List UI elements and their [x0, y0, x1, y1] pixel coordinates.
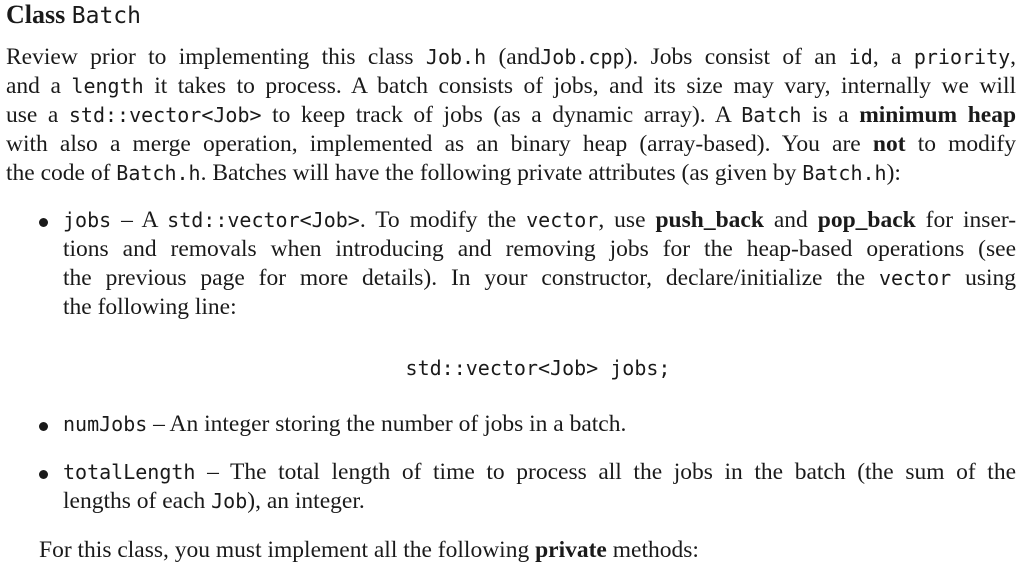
- bold-minimum-heap: minimum heap: [859, 102, 1017, 128]
- code-std-vector: std::vector<Job>: [167, 208, 360, 232]
- bullet-dot: [39, 218, 48, 227]
- bullet-totallength-line-2: [63, 488, 1016, 515]
- code-job-cpp: Job.cpp: [540, 45, 625, 69]
- bold-pop-back: pop_back: [817, 207, 916, 233]
- text: and: [773, 207, 808, 233]
- bullet-numjobs: [63, 411, 1016, 438]
- footer-line: [39, 537, 699, 564]
- text: – The total length of time to process all the jobs in the batch (the sum of the: [207, 459, 1017, 485]
- code-line: std::vector<Job> jobs;: [405, 356, 671, 380]
- text: ). Jobs consist of an: [624, 44, 837, 70]
- text: ,: [1010, 44, 1017, 70]
- bullet-jobs-line-1: [63, 207, 1016, 234]
- text: – A: [121, 207, 158, 233]
- text: the previous page for more details). In your constructor, declare/initialize the: [63, 265, 866, 291]
- text: , a: [872, 44, 902, 70]
- text: for inser-: [925, 207, 1017, 233]
- text: Review prior to implementing this class: [6, 44, 414, 70]
- bullet-totallength-line-1: [63, 459, 1016, 486]
- text: , use: [598, 207, 646, 233]
- bullet-dot: [39, 422, 48, 431]
- code-batch: Batch: [741, 103, 802, 127]
- text: For this class, you must implement all the following: [39, 537, 530, 563]
- text: to modify: [917, 131, 1017, 157]
- text: methods:: [612, 537, 699, 563]
- text: with also a merge operation, implemented as an binary heap (array-based). You are: [6, 131, 861, 157]
- code-batch-h: Batch.h: [116, 161, 201, 185]
- bold-push-back: push_back: [655, 207, 764, 233]
- text: is a: [811, 102, 849, 128]
- text: the following line:: [63, 294, 237, 320]
- code-jobs: jobs: [63, 208, 112, 232]
- text: to keep track of jobs (as a dynamic array). A: [272, 102, 731, 128]
- code-job: Job: [211, 489, 248, 513]
- text: using: [965, 265, 1016, 291]
- intro-line-1: [6, 44, 1016, 71]
- title-word: Class: [6, 0, 66, 29]
- bold-private: private: [535, 537, 607, 563]
- intro-line-4: [6, 131, 1016, 158]
- intro-line-5: [6, 160, 1016, 187]
- bullet-jobs-line-4: [63, 294, 1016, 321]
- text: (and: [498, 44, 541, 70]
- title-code: Batch: [71, 3, 141, 29]
- code-batch-h: Batch.h: [802, 161, 887, 185]
- code-priority: priority: [913, 45, 1011, 69]
- code-numjobs: numJobs: [63, 412, 148, 436]
- text: – An integer storing the number of jobs in a batch.: [153, 411, 627, 437]
- text: ):: [886, 160, 901, 186]
- bullet-jobs-line-2: [63, 236, 1016, 263]
- code-length: length: [71, 74, 144, 98]
- code-vector: vector: [526, 208, 599, 232]
- section-title: [6, 0, 141, 30]
- code-totallength: totalLength: [63, 460, 196, 484]
- code-job-h: Job.h: [425, 45, 487, 69]
- code-std-vector: std::vector<Job>: [68, 103, 262, 127]
- bullet-jobs-line-3: [63, 265, 1016, 292]
- text: . Batches will have the following private attributes (as given by: [200, 160, 797, 186]
- text: it takes to process. A batch consists of jobs, and its size may vary, internally we will: [154, 73, 1017, 99]
- bold-not: not: [872, 131, 906, 157]
- text: ), an integer.: [247, 488, 365, 514]
- text: tions and removals when introducing and removing jobs for the heap-based operations (see: [63, 236, 1016, 262]
- text: use a: [6, 102, 59, 128]
- intro-line-3: [6, 102, 1016, 129]
- code-id: id: [848, 45, 873, 69]
- intro-line-2: [6, 73, 1016, 100]
- code-vector: vector: [878, 266, 952, 290]
- bullet-dot: [39, 470, 48, 479]
- code-block: [0, 356, 1024, 380]
- text: lengths of each: [63, 488, 206, 514]
- text: . To modify the: [359, 207, 517, 233]
- text: the code of: [6, 160, 111, 186]
- text: and a: [6, 73, 61, 99]
